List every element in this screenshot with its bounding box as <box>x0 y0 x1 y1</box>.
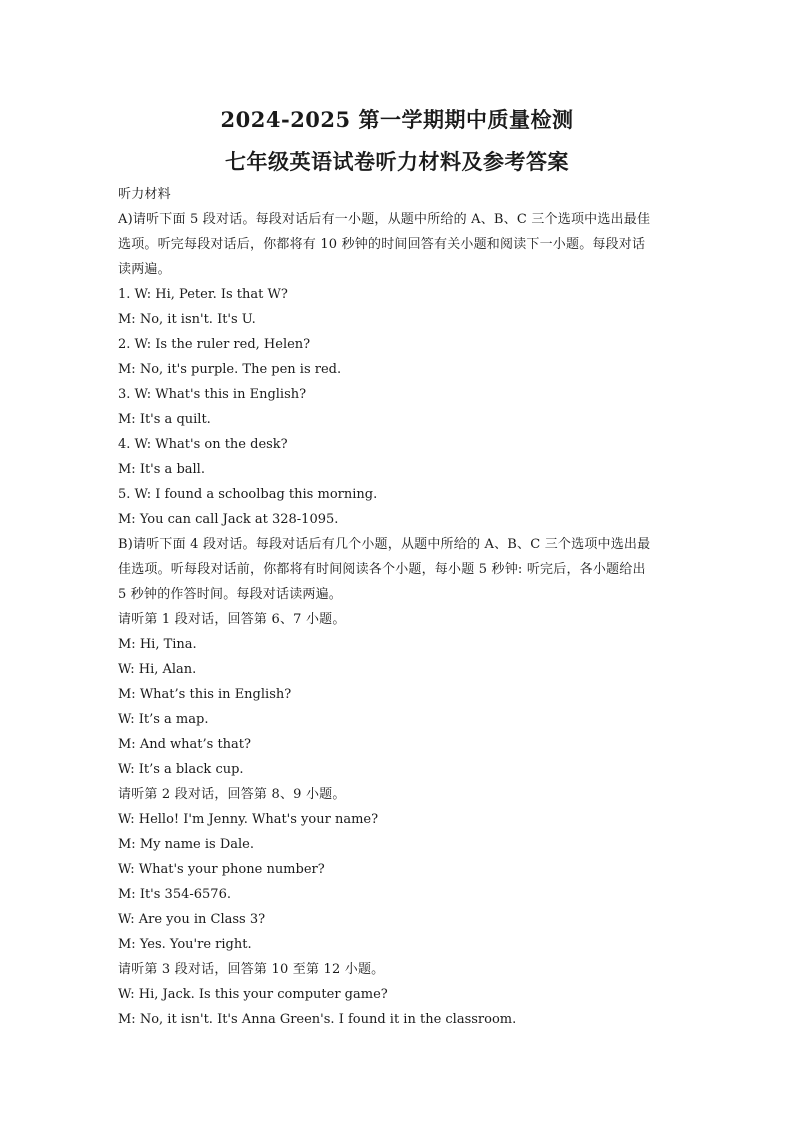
document-title: 2024-2025 第一学期期中质量检测 <box>220 107 574 132</box>
instruction-line: 选项。听完每段对话后，你都将有 10 秒钟的时间回答有关小题和阅读下一小题。每段对话 <box>118 237 646 252</box>
document-subtitle: 七年级英语试卷听力材料及参考答案 <box>225 149 569 174</box>
dialogue-line: W: Hi, Jack. Is this your computer game? <box>118 987 388 1002</box>
dialogue-line: M: You can call Jack at 328-1095. <box>118 512 339 527</box>
dialogue-line: W: It’s a map. <box>118 712 209 727</box>
dialogue-line: M: No, it isn't. It's Anna Green's. I found it in the classroom. <box>118 1012 517 1027</box>
instruction-line: 读两遍。 <box>118 262 171 277</box>
dialogue-line: M: Yes. You're right. <box>118 937 252 952</box>
dialogue-line: 5. W: I found a schoolbag this morning. <box>118 487 378 502</box>
document-body <box>118 182 680 1032</box>
dialogue-line: M: No, it's purple. The pen is red. <box>118 362 342 377</box>
instruction-line: 佳选项。听每段对话前，你都将有时间阅读各个小题，每小题 5 秒钟: 听完后，各小题给出 <box>118 562 646 577</box>
dialogue-line: M: It's a quilt. <box>118 412 211 427</box>
dialogue-line: M: Hi, Tina. <box>118 637 197 652</box>
instruction-line: A)请听下面 5 段对话。每段对话后有一小题，从题中所给的 A、B、C 三个选项中选出最佳 <box>118 212 651 227</box>
dialogue-line: M: No, it isn't. It's U. <box>118 312 256 327</box>
dialogue-line: M: What’s this in English? <box>118 687 292 702</box>
section-heading: 请听第 3 段对话，回答第 10 至第 12 小题。 <box>118 962 385 977</box>
dialogue-line: W: Are you in Class 3? <box>118 912 266 927</box>
dialogue-line: W: It’s a black cup. <box>118 762 244 777</box>
section-heading: 请听第 1 段对话，回答第 6、7 小题。 <box>118 612 346 627</box>
dialogue-line: W: Hi, Alan. <box>118 662 197 677</box>
dialogue-line: W: What's your phone number? <box>118 862 325 877</box>
dialogue-line: M: And what’s that? <box>118 737 251 752</box>
instruction-line: B)请听下面 4 段对话。每段对话后有几个小题，从题中所给的 A、B、C 三个选项中选出最 <box>118 537 651 552</box>
dialogue-line: M: My name is Dale. <box>118 837 255 852</box>
dialogue-line: 3. W: What's this in English? <box>118 387 307 402</box>
dialogue-line: 1. W: Hi, Peter. Is that W? <box>118 287 288 302</box>
section-heading: 听力材料 <box>118 187 171 202</box>
dialogue-line: M: It's 354-6576. <box>118 887 231 902</box>
dialogue-line: 4. W: What's on the desk? <box>118 437 288 452</box>
instruction-line: 5 秒钟的作答时间。每段对话读两遍。 <box>118 587 343 602</box>
section-heading: 请听第 2 段对话，回答第 8、9 小题。 <box>118 787 346 802</box>
dialogue-line: 2. W: Is the ruler red, Helen? <box>118 337 311 352</box>
dialogue-line: M: It's a ball. <box>118 462 205 477</box>
dialogue-line: W: Hello! I'm Jenny. What's your name? <box>118 812 379 827</box>
